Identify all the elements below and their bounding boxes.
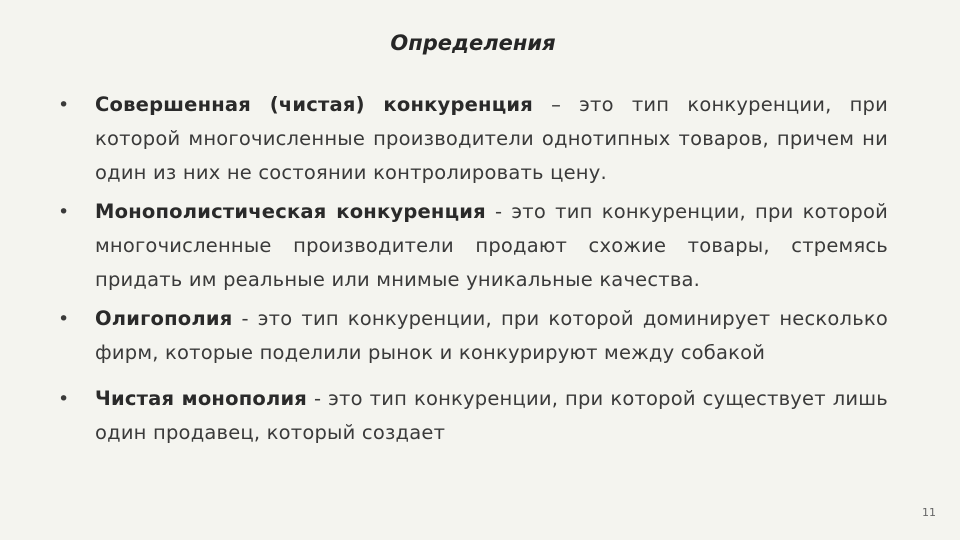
bullet-icon: • [58,388,70,410]
bullet-icon: • [58,201,70,223]
slide-body [58,88,888,540]
list-item-monopolistic-competition [58,195,888,297]
definition-text: – это тип конкуренции, при которой многочисленные производители однотипных товаров, причем ни один из них не состоянии контролировать цену. [95,93,888,184]
definition-text: - это тип конкуренции, при которой многочисленные производители продают схожие товары, стремясь придать им реальные или мнимые уникальные качества. [95,200,888,291]
term-label: Олигополия [95,307,233,330]
definition-text: - это тип конкуренции, при которой доминирует несколько фирм, которые поделили рынок и конкурируют между собакой [95,307,888,364]
term-label: Чистая монополия [95,387,308,410]
list-item-oligopoly [58,302,888,370]
slide-title: Определения [390,31,556,55]
page-number: 11 [922,506,936,519]
definition-list [58,88,888,450]
bullet-icon: • [58,308,70,330]
term-label: Монополистическая конкуренция [95,200,486,223]
list-item-perfect-competition [58,88,888,190]
list-item-pure-monopoly [58,382,888,450]
bullet-icon: • [58,94,70,116]
term-label: Совершенная (чистая) конкуренция [95,93,533,116]
definition-text: - это тип конкуренции, при которой существует лишь один продавец, который создает [95,387,888,444]
